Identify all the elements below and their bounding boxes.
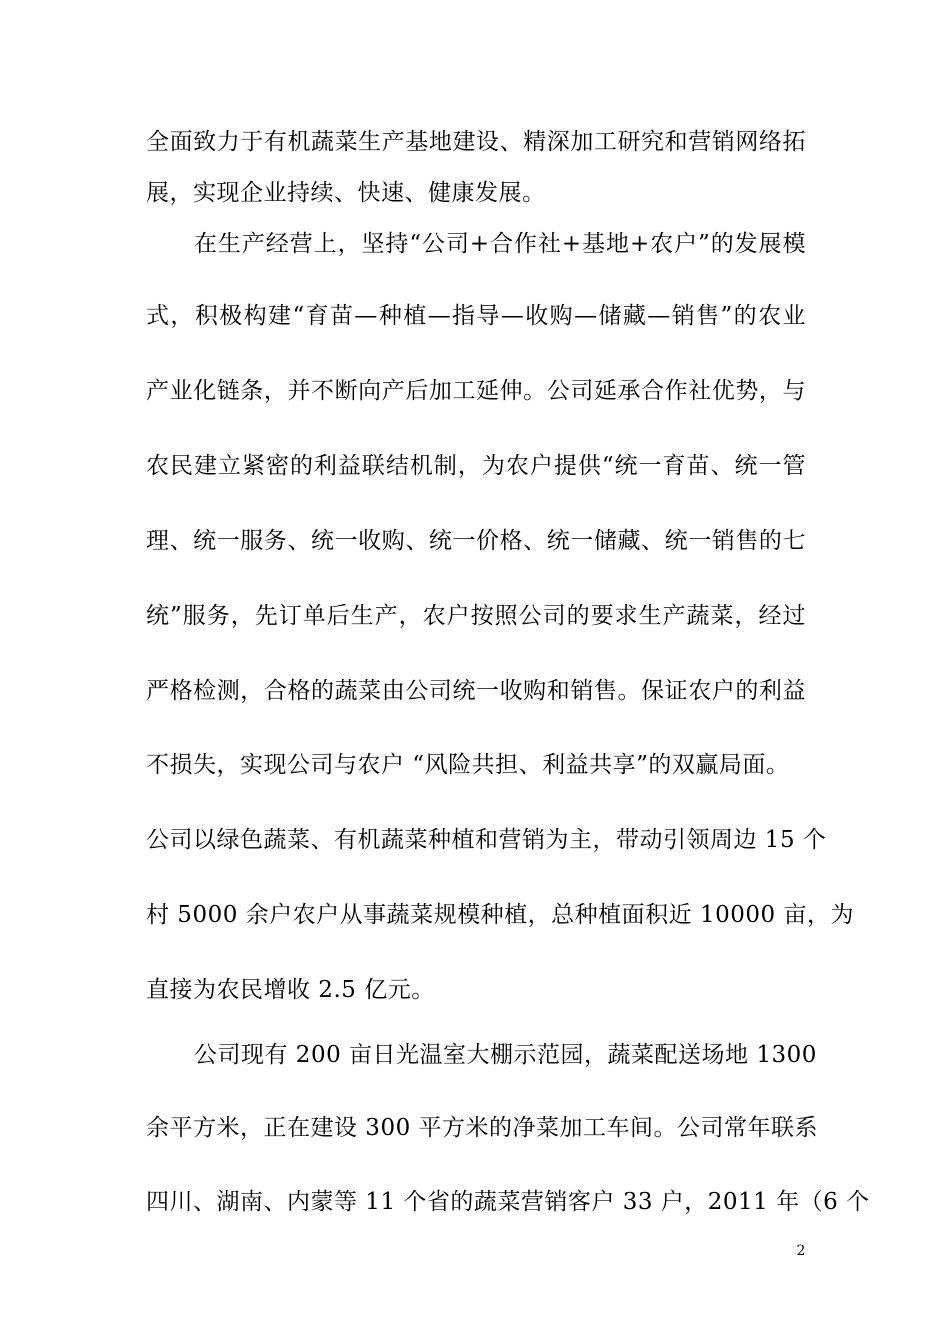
paragraph-2-line-11: 直接为农民增收 2.5 亿元。 bbox=[146, 977, 435, 1003]
paragraph-2-line-9: 公司以绿色蔬菜、有机蔬菜种植和营销为主，带动引领周边 15 个 bbox=[146, 827, 827, 853]
paragraph-2-line-4: 农民建立紧密的利益联结机制，为农户提供“统一育苗、统一管 bbox=[146, 453, 806, 479]
paragraph-1-line-1: 全面致力于有机蔬菜生产基地建设、精深加工研究和营销网络拓 bbox=[146, 129, 806, 155]
paragraph-2-line-10: 村 5000 余户农户从事蔬菜规模种植，总种植面积近 10000 亩，为 bbox=[146, 902, 854, 928]
paragraph-2-line-3: 产业化链条，并不断向产后加工延伸。公司延承合作社优势，与 bbox=[146, 378, 806, 404]
paragraph-2-line-2: 式，积极构建“育苗—种植—指导—收购—储藏—销售”的农业 bbox=[146, 303, 806, 329]
paragraph-2-line-1: 在生产经营上，坚持“公司+合作社+基地+农户”的发展模 bbox=[194, 231, 806, 257]
page-number: 2 bbox=[796, 1243, 806, 1259]
paragraph-3-line-2: 余平方米，正在建设 300 平方米的净菜加工车间。公司常年联系 bbox=[146, 1115, 819, 1141]
paragraph-2-line-6: 统”服务，先订单后生产，农户按照公司的要求生产蔬菜，经过 bbox=[146, 603, 806, 629]
paragraph-1-line-2: 展，实现企业持续、快速、健康发展。 bbox=[146, 180, 546, 206]
paragraph-2-line-7: 严格检测，合格的蔬菜由公司统一收购和销售。保证农户的利益 bbox=[146, 678, 806, 704]
paragraph-2-line-8: 不损失，实现公司与农户 “风险共担、利益共享”的双赢局面。 bbox=[146, 752, 790, 778]
paragraph-3-line-1: 公司现有 200 亩日光温室大棚示范园，蔬菜配送场地 1300 bbox=[194, 1042, 817, 1068]
paragraph-2-line-5: 理、统一服务、统一收购、统一价格、统一储藏、统一销售的七 bbox=[146, 528, 806, 554]
paragraph-3-line-3: 四川、湖南、内蒙等 11 个省的蔬菜营销客户 33 户，2011 年（6 个 bbox=[146, 1189, 870, 1215]
